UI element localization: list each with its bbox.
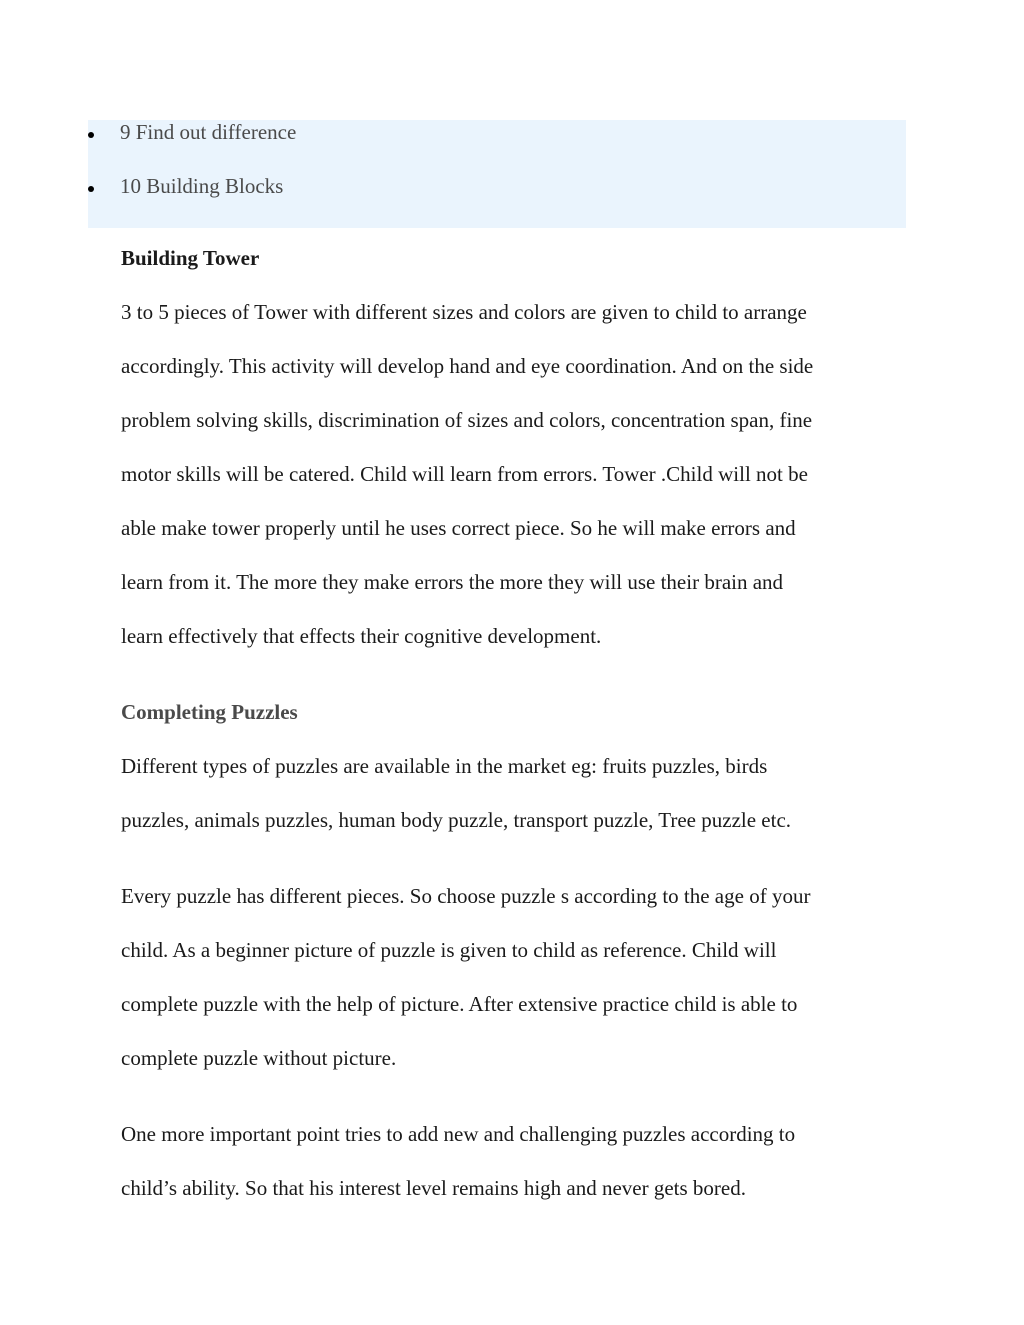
toc-link[interactable]: 10 Building Blocks [120,174,284,198]
paragraph-line: motor skills will be catered. Child will learn from errors. Tower .Child will not be [121,462,808,486]
table-of-contents [88,120,906,228]
paragraph-line: problem solving skills, discrimination of sizes and colors, concentration span, fine [121,408,813,432]
paragraph-line: 3 to 5 pieces of Tower with different sizes and colors are given to child to arrange [121,300,807,324]
section-heading-building-tower: Building Tower [121,246,260,270]
paragraph-line: able make tower properly until he uses correct piece. So he will make errors and [121,516,796,540]
bullet-icon [88,132,94,138]
paragraph-line: child. As a beginner picture of puzzle is given to child as reference. Child will [121,938,777,962]
paragraph-line: One more important point tries to add new and challenging puzzles according to [121,1122,796,1146]
paragraph-line: complete puzzle with the help of picture. After extensive practice child is able to [121,992,798,1016]
paragraph-line: accordingly. This activity will develop hand and eye coordination. And on the side [121,354,814,378]
paragraph-line: learn from it. The more they make errors the more they will use their brain and [121,570,784,594]
section-heading-completing-puzzles: Completing Puzzles [121,700,298,724]
list-item[interactable] [88,174,906,204]
paragraph-line: complete puzzle without picture. [121,1046,397,1070]
toc-link[interactable]: 9 Find out difference [120,120,297,144]
paragraph-line: Different types of puzzles are available in the market eg: fruits puzzles, birds [121,754,768,778]
list-item[interactable] [88,120,906,150]
paragraph-line: Every puzzle has different pieces. So choose puzzle s according to the age of your [121,884,811,908]
bullet-icon [88,186,94,192]
paragraph-line: puzzles, animals puzzles, human body puzzle, transport puzzle, Tree puzzle etc. [121,808,792,832]
paragraph-line: learn effectively that effects their cognitive development. [121,624,602,648]
paragraph-line: child’s ability. So that his interest level remains high and never gets bored. [121,1176,746,1200]
